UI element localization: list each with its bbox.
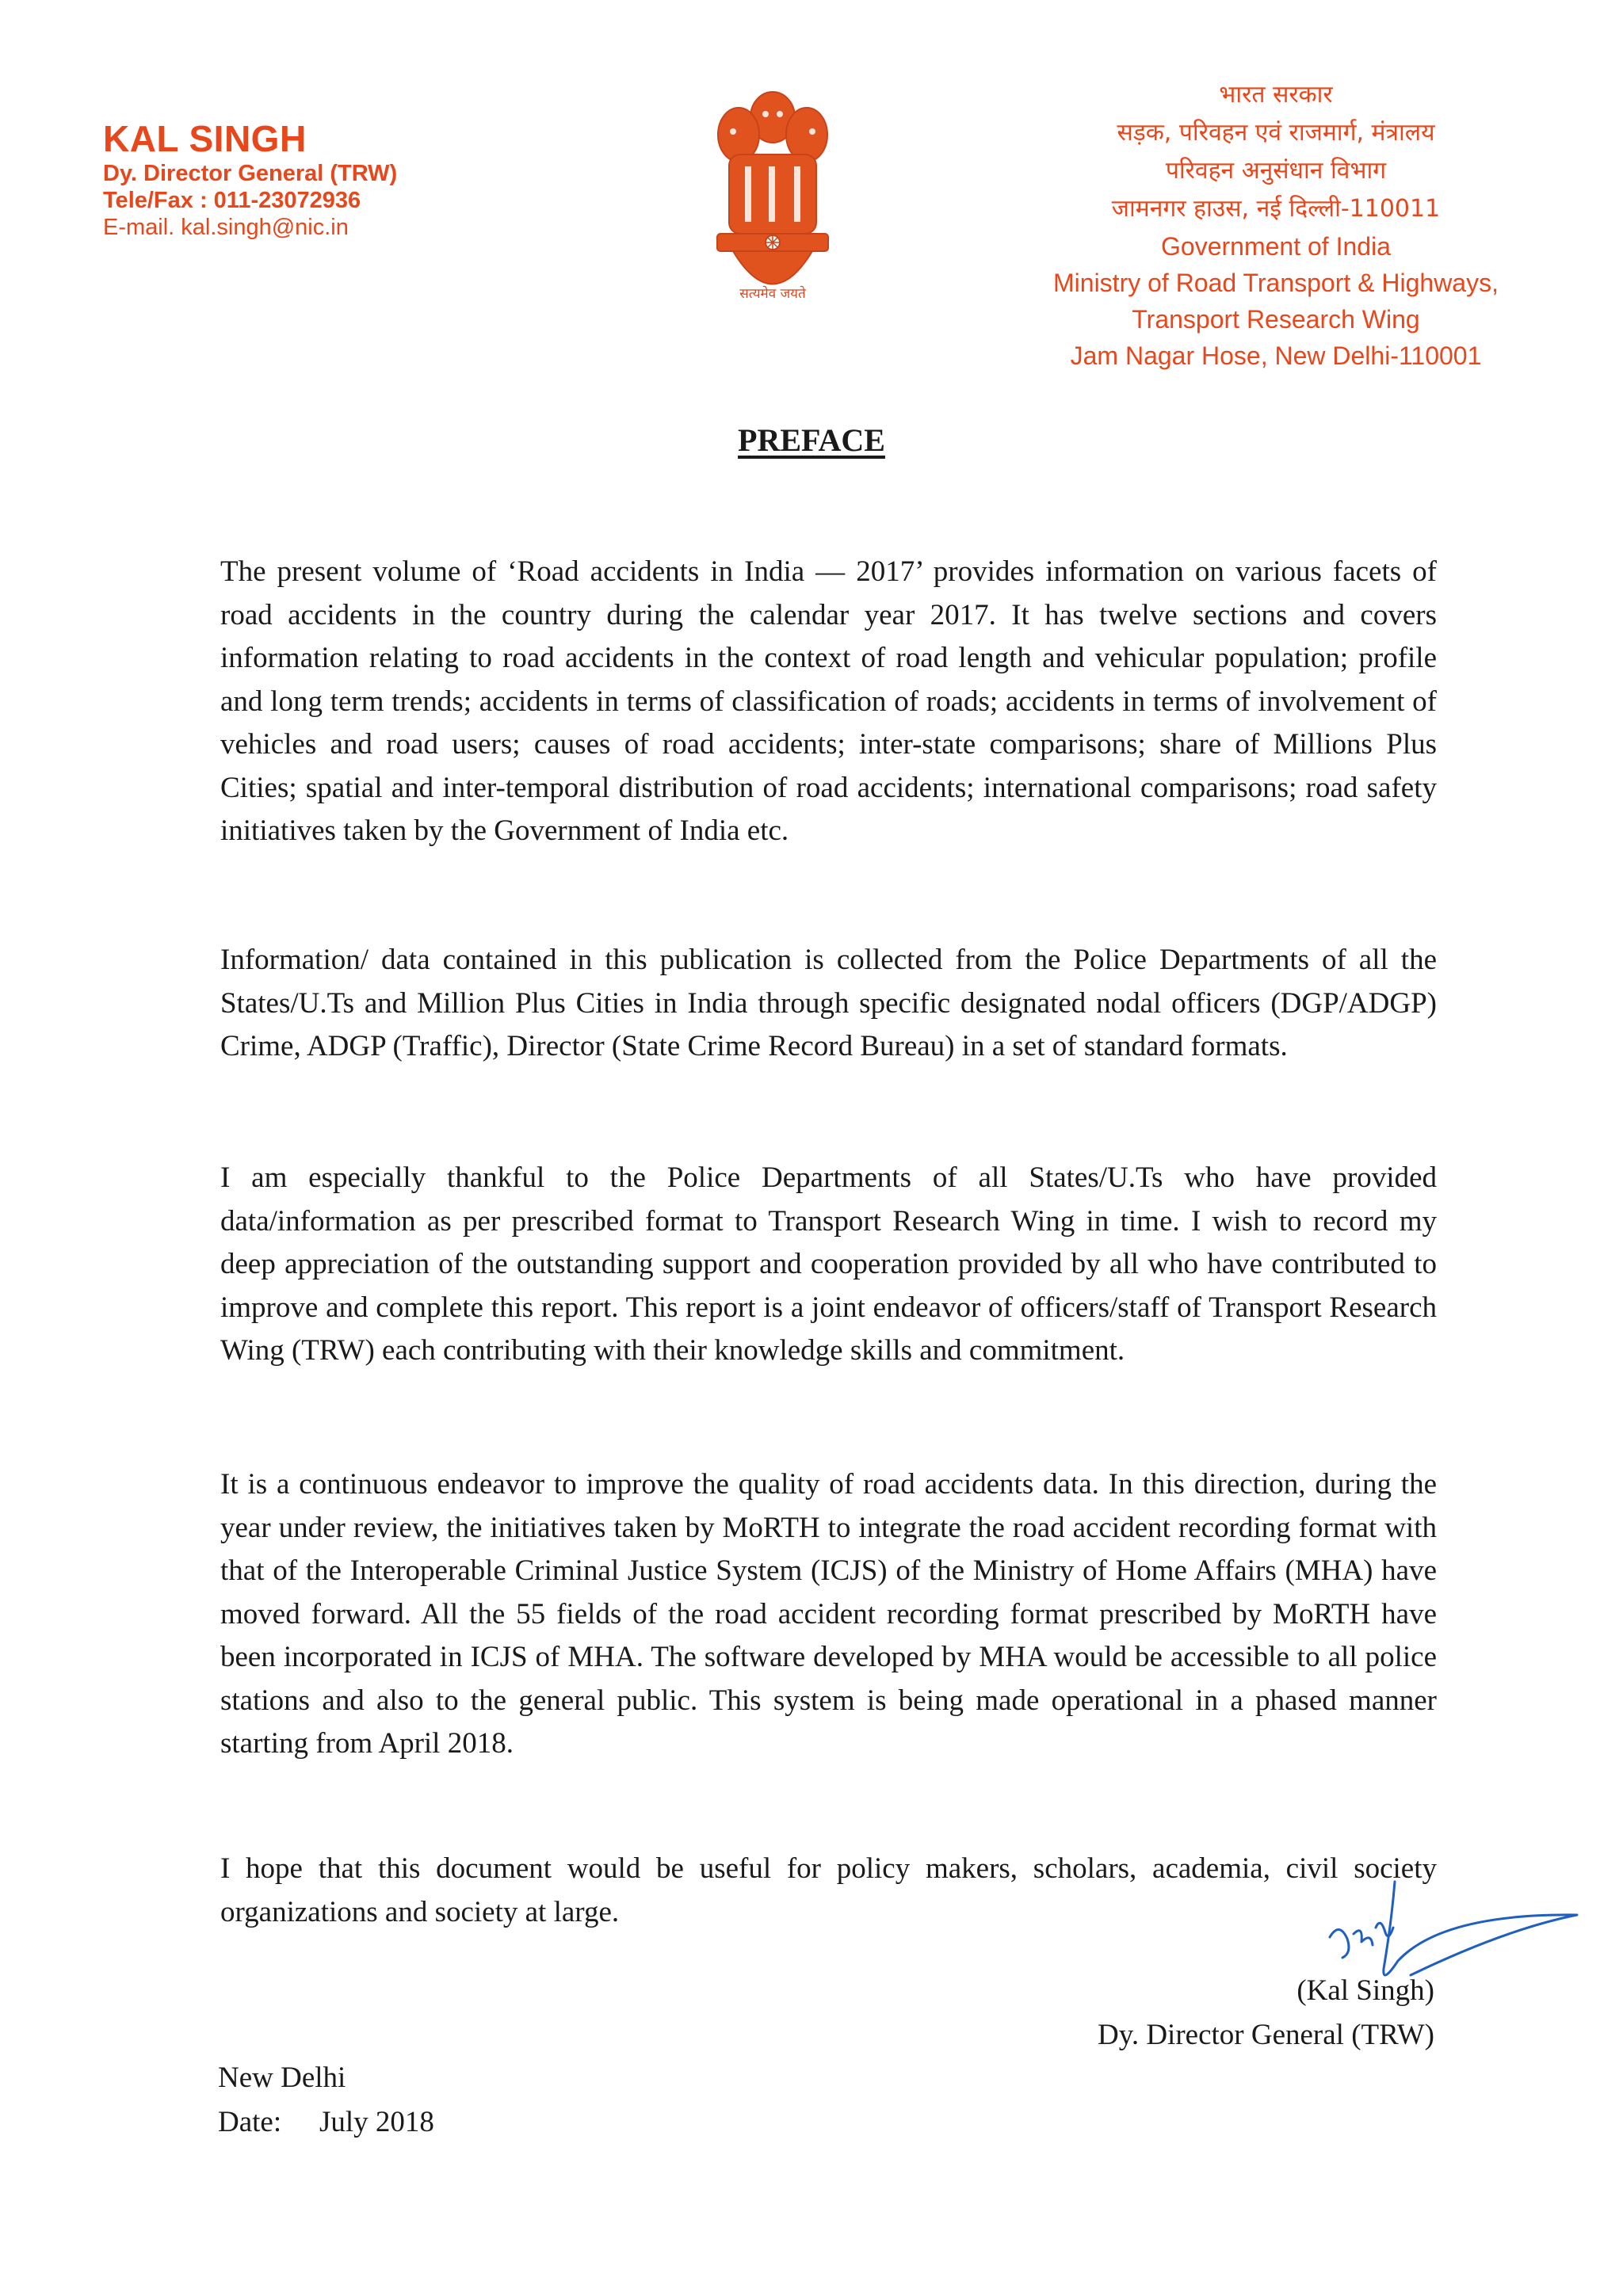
sender-designation: Dy. Director General (TRW) [103, 161, 398, 186]
body-paragraph: Information/ data contained in this publication is collected from the Police Departments of all the States/U.Ts and Million Plus Cities in India through specific designated nodal officers (DGP/ADGP) Crime, ADGP (Traffic), Director (State Crime Record Bureau) in a set of standard formats. [220, 944, 1437, 1062]
gov-english-line: Transport Research Wing [1132, 305, 1420, 334]
emblem-motto: सत्यमेव जयते [739, 286, 806, 302]
gov-hindi-line: परिवहन अनुसंधान विभाग [1165, 157, 1387, 185]
place-date-block [218, 2056, 434, 2145]
sender-phone: Tele/Fax : 011-23072936 [103, 188, 361, 213]
body-paragraph: I am especially thankful to the Police Departments of all States/U.Ts who have provided data/information as per prescribed format to Transport Research Wing in time. I wish to record my deep appreciation of the outstanding support and cooperation provided by all who have contributed to improve and complete this report. This report is a joint endeavor of officers/staff of Transport Research Wing (TRW) each contributing with their knowledge skills and commitment. [220, 1161, 1437, 1367]
national-emblem-icon [697, 79, 848, 317]
sender-name: KAL SINGH [103, 118, 307, 159]
gov-english-line: Ministry of Road Transport & Highways, [1053, 269, 1499, 297]
date-label: Date: [218, 2106, 282, 2138]
date-value: July 2018 [319, 2106, 434, 2138]
page-title: PREFACE [738, 422, 885, 458]
sender-email: E-mail. kal.singh@nic.in [103, 215, 349, 240]
body-paragraph: I hope that this document would be useful for policy makers, scholars, academia, civil society organizations and society at large. [220, 1852, 1437, 1928]
signatory-name: (Kal Singh) [1296, 1974, 1434, 2007]
gov-english-line: Government of India [1161, 232, 1391, 261]
body-paragraph: The present volume of ‘Road accidents in India — 2017’ provides information on various facets of road accidents in the country during the calendar year 2017. It has twelve sections and covers information relating to road accidents in the context of road length and vehicular population; profile and long term trends; accidents in terms of classification of roads; accidents in terms of involvement of vehicles and road users; causes of road accidents; inter-state comparisons; share of Millions Plus Cities; spatial and inter-temporal distribution of road accidents; international comparisons; road safety initiatives taken by the Government of India etc. [220, 555, 1437, 847]
gov-hindi-line: जामनगर हाउस, नई दिल्ली-110011 [1111, 195, 1441, 223]
date-line [218, 2100, 434, 2145]
sender-block [103, 117, 515, 241]
signatory-designation: Dy. Director General (TRW) [1098, 2019, 1434, 2051]
gov-hindi-line: सड़क, परिवहन एवं राजमार्ग, मंत्रालय [1117, 119, 1435, 147]
gov-hindi-line: भारत सरकार [1219, 81, 1333, 109]
gov-english-line: Jam Nagar Hose, New Delhi-110001 [1070, 341, 1482, 370]
signature-block [1098, 1969, 1434, 2058]
place: New Delhi [218, 2061, 346, 2094]
body-paragraph: It is a continuous endeavor to improve the quality of road accidents data. In this direction, during the year under review, the initiatives taken by MoRTH to integrate the road accident recording format with that of the Interoperable Criminal Justice System (ICJS) of the Ministry of Home Affairs (MHA) have moved forward. All the 55 fields of the road accident recording format prescribed by MoRTH have been incorporated in ICJS of MHA. The software developed by MHA would be accessible to all police stations and also to the general public. This system is being made operational in a phased manner starting from April 2018. [220, 1468, 1437, 1760]
government-address-block [1014, 76, 1537, 374]
